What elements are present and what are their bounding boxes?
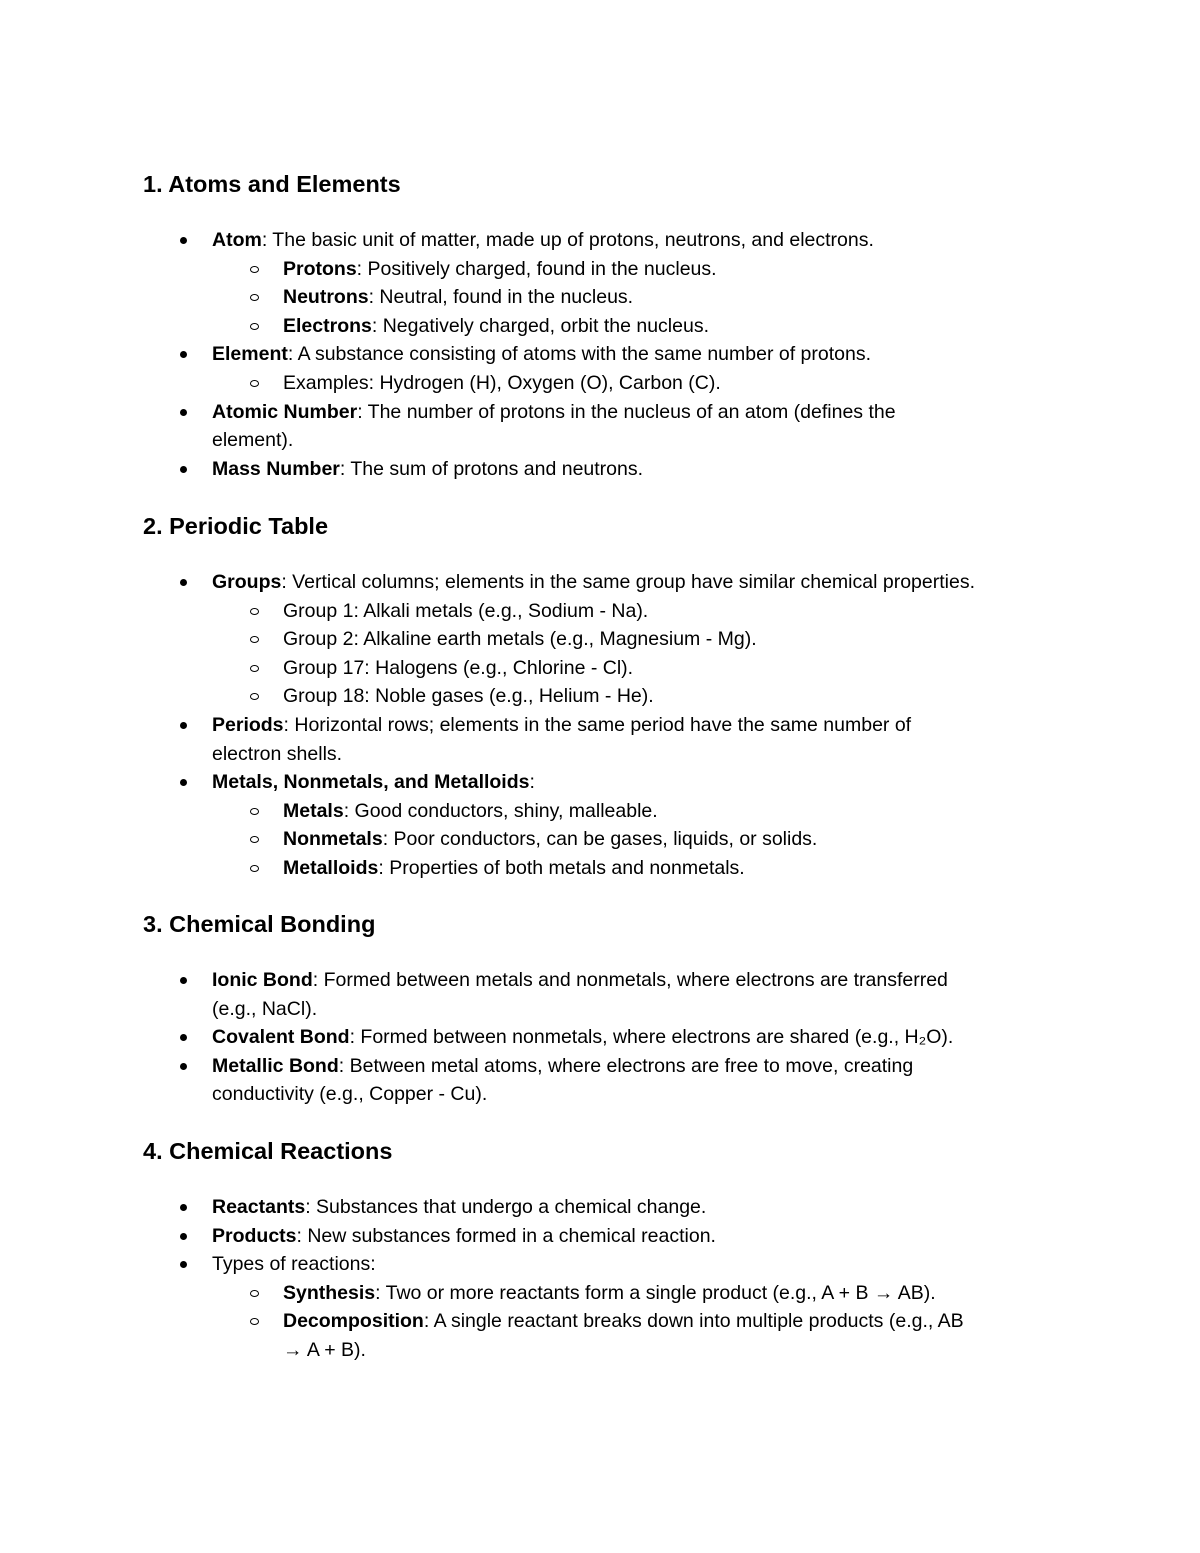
- item-text: : Between metal atoms, where electrons are free to move, creating: [338, 1054, 914, 1077]
- item-text: : Horizontal rows; elements in the same period have the same number of: [283, 714, 912, 736]
- sub-bullet-item: [283, 312, 709, 341]
- item-text: Group 1: Alkali metals (e.g., Sodium - Na).: [283, 599, 649, 622]
- item-text: : Neutral, found in the nucleus.: [368, 286, 634, 309]
- item-text: : Formed between metals and nonmetals, where electrons are transferred: [312, 969, 948, 991]
- bullet-circle-icon: [250, 636, 259, 643]
- bullet-circle-icon: [250, 266, 259, 273]
- item-term: Ionic Bond: [212, 969, 313, 991]
- bullet-item: [212, 966, 948, 995]
- bullet-circle-icon: [250, 380, 259, 387]
- bullet-item: [212, 226, 874, 255]
- bullet-item: [212, 711, 911, 740]
- bullet-item: [212, 1250, 376, 1279]
- item-text: : New substances formed in a chemical reaction.: [296, 1224, 716, 1247]
- bullet-item: [212, 1193, 706, 1222]
- item-term: Atom: [212, 229, 262, 251]
- section-heading: 2. Periodic Table: [143, 513, 329, 539]
- item-text: Group 2: Alkaline earth metals (e.g., Magnesium - Mg).: [283, 628, 757, 651]
- item-term: Protons: [283, 257, 357, 280]
- sub-bullet-item: [283, 255, 717, 284]
- bullet-circle-icon: [250, 323, 259, 330]
- bullet-disc-icon: [180, 1204, 187, 1211]
- bullet-item: [212, 455, 643, 484]
- bullet-circle-icon: [250, 294, 259, 301]
- bullet-circle-icon: [250, 836, 259, 843]
- item-text: : A substance consisting of atoms with the same number of protons.: [287, 343, 872, 366]
- item-term: Periods: [212, 714, 284, 736]
- item-text: : Negatively charged, orbit the nucleus.: [371, 314, 709, 337]
- sub-bullet-item: [283, 825, 817, 854]
- sub-bullet-item: [283, 1279, 936, 1308]
- bullet-disc-icon: [180, 1063, 187, 1070]
- item-text: : The number of protons in the nucleus of an atom (defines the: [357, 400, 896, 423]
- item-text: : Two or more reactants form a single product (e.g., A + B → AB).: [375, 1281, 936, 1304]
- bullet-disc-icon: [180, 779, 187, 786]
- item-continuation: (e.g., NaCl).: [212, 997, 318, 1020]
- item-text: : The sum of protons and neutrons.: [339, 457, 644, 480]
- item-term: Groups: [212, 571, 282, 593]
- section-heading: 4. Chemical Reactions: [143, 1138, 393, 1164]
- item-continuation: element).: [212, 429, 294, 452]
- bullet-circle-icon: [250, 1290, 259, 1297]
- sub-bullet-item: [283, 682, 654, 711]
- bullet-disc-icon: [180, 977, 187, 984]
- bullet-disc-icon: [180, 722, 187, 729]
- sub-bullet-item: [283, 625, 757, 654]
- bullet-circle-icon: [250, 808, 259, 815]
- item-text: : Good conductors, shiny, malleable.: [343, 799, 658, 822]
- item-term: Metalloids: [283, 857, 379, 879]
- bullet-item: [212, 1023, 953, 1052]
- bullet-circle-icon: [250, 693, 259, 700]
- item-term: Neutrons: [283, 286, 369, 309]
- item-continuation: → A + B).: [283, 1339, 366, 1361]
- bullet-disc-icon: [180, 466, 187, 473]
- item-text: : The basic unit of matter, made up of protons, neutrons, and electrons.: [261, 229, 874, 251]
- bullet-disc-icon: [180, 351, 187, 358]
- item-text: : Vertical columns; elements in the same group have similar chemical properties.: [281, 571, 975, 593]
- bullet-disc-icon: [180, 1034, 187, 1041]
- item-text: Group 17: Halogens (e.g., Chlorine - Cl).: [283, 656, 634, 679]
- item-term: Covalent Bond: [212, 1026, 350, 1049]
- bullet-item: [212, 768, 535, 797]
- item-term: Atomic Number: [212, 400, 358, 423]
- bullet-disc-icon: [180, 1261, 187, 1268]
- item-continuation: conductivity (e.g., Copper - Cu).: [212, 1083, 488, 1106]
- item-text: Types of reactions:: [212, 1253, 376, 1276]
- section-heading: 1. Atoms and Elements: [143, 171, 401, 197]
- item-text: : Substances that undergo a chemical change.: [305, 1196, 707, 1218]
- sub-bullet-item: [283, 597, 648, 626]
- item-term: Element: [212, 343, 288, 366]
- item-term: Metallic Bond: [212, 1054, 339, 1077]
- bullet-item: [212, 1052, 913, 1081]
- sub-bullet-item: [283, 654, 633, 683]
- item-text: Examples: Hydrogen (H), Oxygen (O), Carbon (C).: [283, 372, 721, 394]
- bullet-circle-icon: [250, 665, 259, 672]
- item-term: Decomposition: [283, 1310, 424, 1333]
- bullet-circle-icon: [250, 1318, 259, 1325]
- item-term: Synthesis: [283, 1281, 376, 1304]
- item-text: : Properties of both metals and nonmetals.: [378, 857, 745, 879]
- item-continuation: electron shells.: [212, 742, 343, 765]
- bullet-item: [212, 568, 975, 597]
- item-term: Metals: [283, 799, 344, 822]
- bullet-disc-icon: [180, 409, 187, 416]
- section-heading: 3. Chemical Bonding: [143, 911, 376, 937]
- item-text: : Formed between nonmetals, where electrons are shared (e.g., H₂O).: [349, 1026, 954, 1049]
- sub-bullet-item: [283, 1307, 964, 1336]
- bullet-disc-icon: [180, 1233, 187, 1240]
- item-text: : Positively charged, found in the nucleus.: [356, 257, 717, 280]
- item-text: Group 18: Noble gases (e.g., Helium - He).: [283, 685, 654, 708]
- item-term: Mass Number: [212, 457, 340, 480]
- item-term: Reactants: [212, 1196, 306, 1218]
- bullet-item: [212, 1222, 716, 1251]
- sub-bullet-item: [283, 369, 721, 398]
- bullet-item: [212, 340, 871, 369]
- item-term: Nonmetals: [283, 828, 383, 851]
- item-text: : A single reactant breaks down into multiple products (e.g., AB: [423, 1310, 964, 1333]
- sub-bullet-item: [283, 283, 633, 312]
- item-text: :: [529, 771, 535, 794]
- bullet-circle-icon: [250, 865, 259, 872]
- item-term: Metals, Nonmetals, and Metalloids: [212, 771, 530, 794]
- bullet-circle-icon: [250, 608, 259, 615]
- bullet-disc-icon: [180, 579, 187, 586]
- item-text: : Poor conductors, can be gases, liquids, or solids.: [382, 828, 818, 851]
- item-term: Electrons: [283, 314, 372, 337]
- item-term: Products: [212, 1224, 297, 1247]
- bullet-item: [212, 398, 896, 427]
- sub-bullet-item: [283, 854, 745, 883]
- bullet-disc-icon: [180, 237, 187, 244]
- sub-bullet-item: [283, 797, 658, 826]
